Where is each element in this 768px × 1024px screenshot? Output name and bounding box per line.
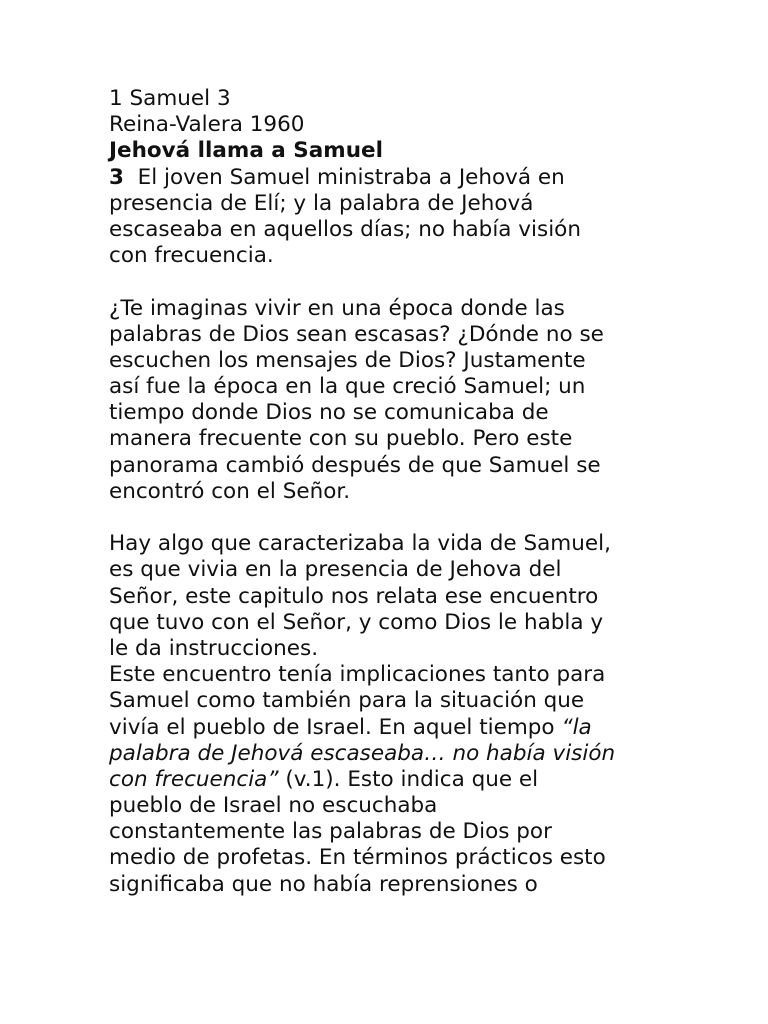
verse-line <box>109 165 669 191</box>
paragraph-2-line: es que vivia en la presencia de Jehova del <box>109 557 562 583</box>
verse-line: escaseaba en aquellos días; no había visión <box>109 216 581 242</box>
paragraph-1-line: panorama cambió después de que Samuel se <box>109 452 601 478</box>
paragraph-1-line: palabras de Dios sean escasas? ¿Dónde no se <box>109 321 604 347</box>
paragraph-3-line <box>109 715 669 741</box>
paragraph-3-text: (v.1). Esto indica que el <box>278 766 539 792</box>
bible-version: Reina-Valera 1960 <box>109 112 305 138</box>
paragraph-3-line <box>109 767 669 793</box>
paragraph-1-line: ¿Te imaginas vivir en una época donde las <box>109 295 565 321</box>
verse-line: con frecuencia. <box>109 243 274 269</box>
paragraph-3-line: significaba que no había reprensiones o <box>109 871 538 897</box>
paragraph-1-line: encontró con el Señor. <box>109 478 351 504</box>
scripture-quote: palabra de Jehová escaseaba… no había visión <box>109 740 616 766</box>
verse-line: presencia de Elí; y la palabra de Jehová <box>109 190 534 216</box>
scripture-quote: “la <box>561 714 592 740</box>
paragraph-3-line: pueblo de Israel no escuchaba <box>109 793 438 819</box>
paragraph-3-line: medio de profetas. En términos prácticos esto <box>109 845 606 871</box>
verse-text: El joven Samuel ministraba a Jehová en <box>123 164 565 190</box>
paragraph-3-line: Este encuentro tenía implicaciones tanto para <box>109 662 606 688</box>
paragraph-2-line: le da instrucciones. <box>109 635 319 661</box>
paragraph-2-line: que tuvo con el Señor, y como Dios le habla y <box>109 609 604 635</box>
paragraph-1-line: escuchen los mensajes de Dios? Justamente <box>109 347 586 373</box>
paragraph-3-line: Samuel como también para la situación que <box>109 688 585 714</box>
paragraph-1-line: así fue la época en la que creció Samuel; un <box>109 374 586 400</box>
scripture-quote: con frecuencia” <box>109 766 279 792</box>
section-heading: Jehová llama a Samuel <box>109 138 383 164</box>
paragraph-3-text: vivía el pueblo de Israel. En aquel tiempo <box>109 714 562 740</box>
document-body <box>109 86 669 898</box>
chapter-reference: 1 Samuel 3 <box>109 86 231 111</box>
paragraph-3-line: constantemente las palabras de Dios por <box>109 819 552 845</box>
paragraph-1-line: manera frecuente con su pueblo. Pero este <box>109 426 573 452</box>
paragraph-spacer <box>109 269 669 295</box>
verse-number: 3 <box>109 164 124 190</box>
paragraph-1-line: tiempo donde Dios no se comunicaba de <box>109 400 549 426</box>
paragraph-2-line: Hay algo que caracterizaba la vida de Samuel, <box>109 531 611 557</box>
paragraph-spacer <box>109 505 669 531</box>
paragraph-2-line: Señor, este capitulo nos relata ese encuentro <box>109 583 599 609</box>
